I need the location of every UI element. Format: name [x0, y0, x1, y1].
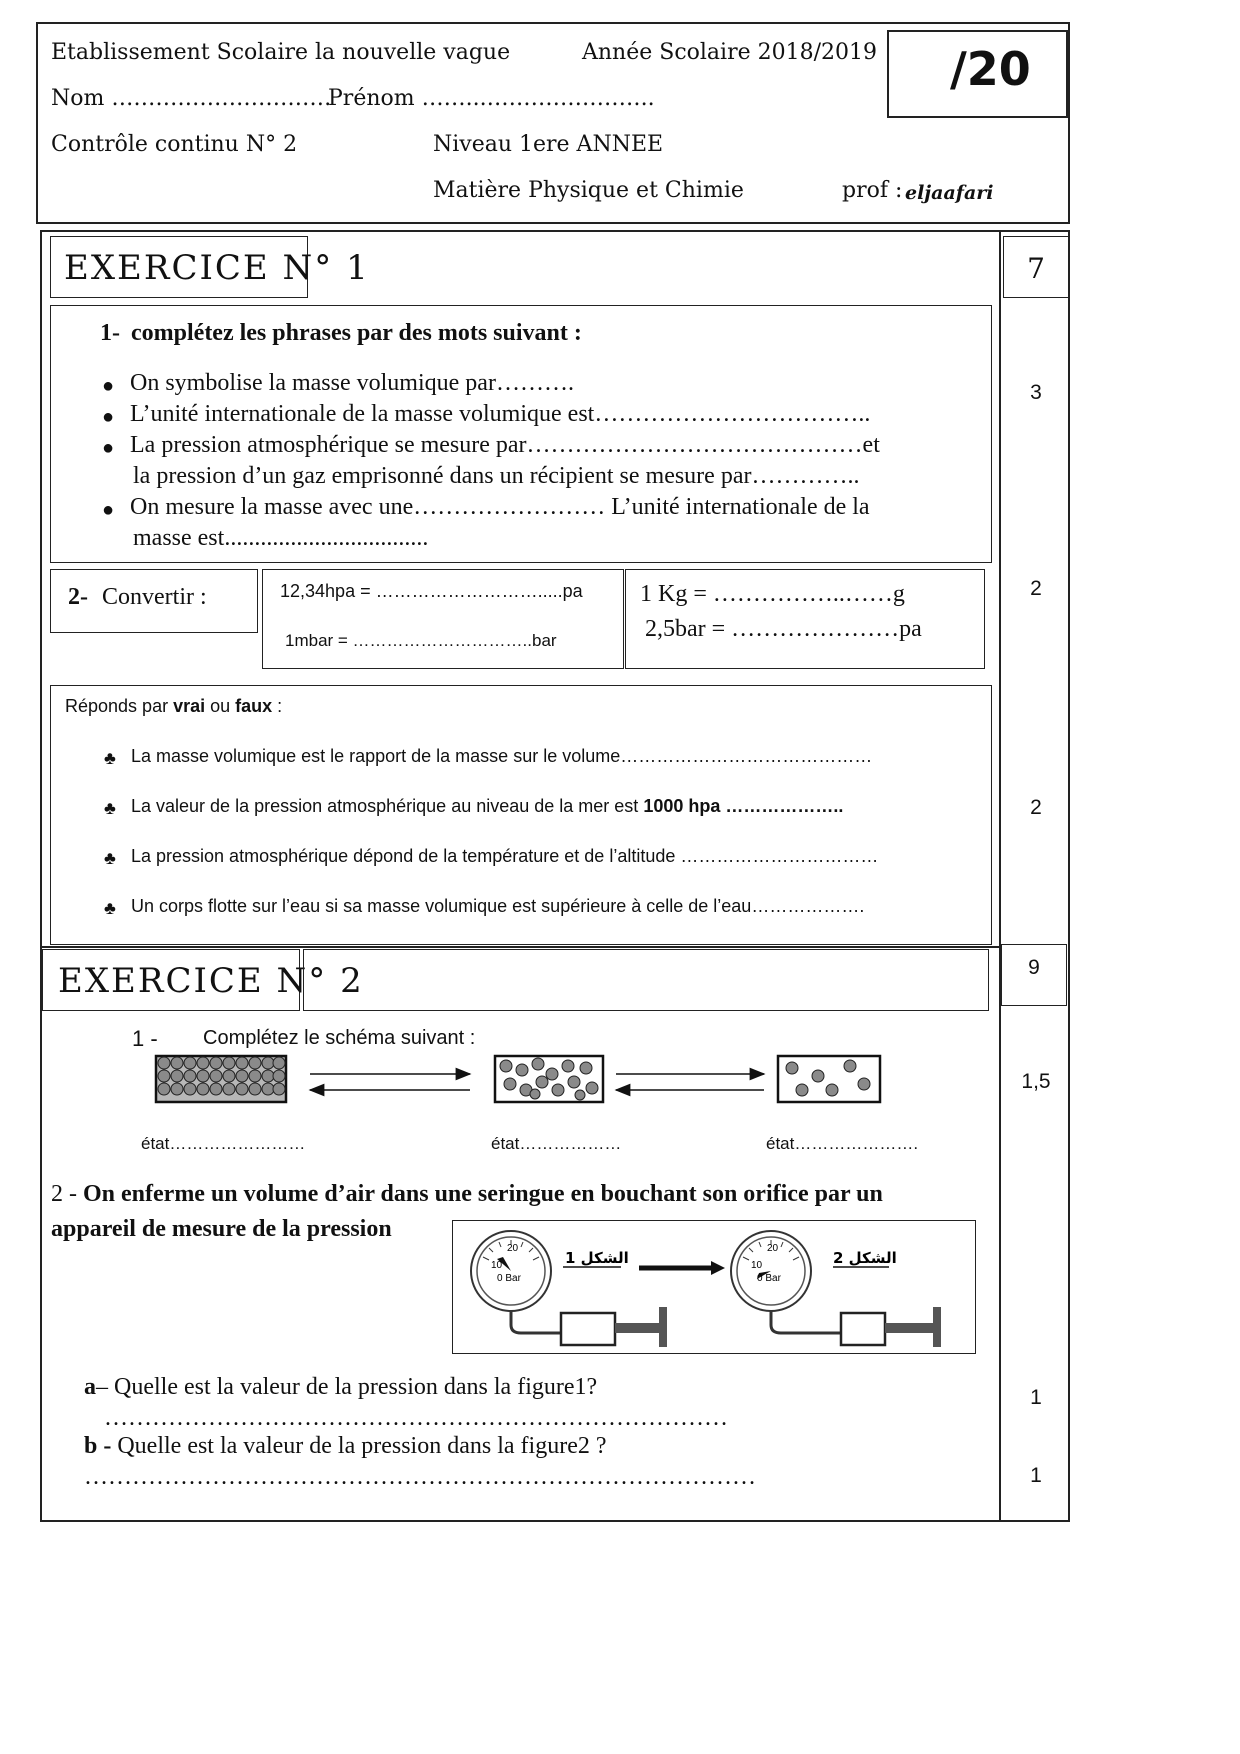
svg-text:0 Bar: 0 Bar [757, 1273, 781, 1284]
arrows-solid-liquid [310, 1074, 470, 1090]
club-icon: ♣ [104, 798, 116, 818]
solid-state-box [156, 1056, 286, 1102]
ex1-q2-label: Convertir : [102, 584, 207, 610]
bullet-icon: ● [102, 499, 115, 521]
ex1-q2-num: 2- [68, 584, 88, 610]
syringe-2 [841, 1307, 941, 1347]
convert-bar-pa: 2,5bar = …………………pa [645, 616, 922, 642]
ex1-q1-title: complétez les phrases par des mots suivant : [131, 320, 582, 346]
score-total: /20 [950, 42, 1031, 96]
svg-text:الشكل 1: الشكل 1 [565, 1249, 629, 1267]
syringe-1 [561, 1307, 667, 1347]
arrows-liquid-gas [616, 1074, 764, 1090]
etat-2: état……………… [491, 1134, 622, 1153]
bullet-icon: ● [102, 437, 115, 459]
vf-item-3: La pression atmosphérique dépond de la température et de l’altitude …………………………… [131, 846, 879, 866]
states-of-matter-schema [150, 1050, 890, 1110]
ex1-q2-points: 2 [1030, 577, 1042, 600]
ex1-title: EXERCICE N° 1 [64, 248, 370, 288]
etat-1: état…………………… [141, 1134, 306, 1153]
school-year: Année Scolaire 2018/2019 [582, 40, 878, 65]
ex2-separator [40, 946, 1000, 948]
ex2-points: 9 [1028, 956, 1040, 979]
convert-hpa-pa: 12,34hpa = ……………………….....pa [280, 581, 583, 601]
bullet-icon: ● [102, 375, 115, 397]
ex1-q3-intro: Réponds par vrai ou faux : [65, 696, 283, 716]
ex2-qb-answer-line: ………………………………………………………………………… [84, 1464, 756, 1490]
svg-text:الشكل 2: الشكل 2 [833, 1249, 897, 1267]
svg-text:20: 20 [507, 1243, 519, 1254]
ex2-q1-points: 1,5 [1021, 1070, 1051, 1093]
controle-label: Contrôle continu N° 2 [51, 132, 298, 157]
ex2-qb: b - Quelle est la valeur de la pression dans la figure2 ? [84, 1433, 607, 1459]
svg-text:10: 10 [491, 1260, 503, 1271]
points-column-divider [999, 230, 1001, 1522]
matiere-label: Matière Physique et Chimie [433, 178, 744, 203]
ex2-qb-points: 1 [1030, 1464, 1042, 1487]
prof-name: eljaafari [905, 182, 994, 204]
ex2-q2-text-line1: 2 - On enferme un volume d’air dans une seringue en bouchant son orifice par un [51, 1181, 883, 1207]
ex2-title: EXERCICE N° 2 [58, 961, 364, 1001]
club-icon: ♣ [104, 848, 116, 868]
svg-text:10: 10 [751, 1260, 763, 1271]
arrow-figure-transition [639, 1261, 725, 1275]
ex1-q1-line-5: On mesure la masse avec une…………………… L’unité internationale de la [130, 494, 870, 520]
vf-item-4: Un corps flotte sur l’eau si sa masse volumique est supérieure à celle de l’eau………………. [131, 896, 865, 916]
ex2-q1-num: 1 - [132, 1026, 158, 1051]
club-icon: ♣ [104, 898, 116, 918]
ex1-q1-num: 1- [100, 320, 120, 346]
ex1-q1-line-2: L’unité internationale de la masse volumique est…………………………….. [130, 401, 871, 427]
svg-text:20: 20 [767, 1243, 779, 1254]
vf-item-1: La masse volumique est le rapport de la masse sur le volume…………………………………… [131, 746, 873, 766]
gas-state-box [778, 1056, 880, 1102]
ex1-q1-line-3: La pression atmosphérique se mesure par……………………………………et [130, 432, 880, 458]
ex1-q1-line-4: la pression d’un gaz emprisonné dans un récipient se mesure par………….. [133, 463, 860, 489]
bullet-icon: ● [102, 406, 115, 428]
ex2-title-extension-box [303, 949, 989, 1011]
club-icon: ♣ [104, 748, 116, 768]
ex1-q1-line-1: On symbolise la masse volumique par………. [130, 370, 574, 396]
ex2-q1-label: Complétez le schéma suivant : [203, 1027, 476, 1049]
ex2-qa-answer-line: …………………………………………………………………… [104, 1405, 728, 1431]
nom-field: Nom ………………………… [51, 86, 332, 111]
school-name: Etablissement Scolaire la nouvelle vague [51, 40, 511, 65]
ex2-qa-points: 1 [1030, 1386, 1042, 1409]
syringe-gauge-figure [453, 1221, 975, 1353]
ex2-qa: a– Quelle est la valeur de la pression dans la figure1? [84, 1374, 598, 1400]
liquid-state-box [495, 1056, 603, 1102]
etat-3: état…………………. [766, 1134, 919, 1153]
ex1-q1-points: 3 [1030, 381, 1042, 404]
ex1-points: 7 [1027, 252, 1045, 285]
niveau-label: Niveau 1ere ANNEE [433, 132, 664, 157]
ex2-q2-text-line2: appareil de mesure de la pression [51, 1216, 392, 1242]
ex1-q3-points: 2 [1030, 796, 1042, 819]
ex1-q1-line-6: masse est.................................. [133, 525, 429, 551]
prof-label: prof : [842, 178, 903, 203]
convert-mbar-bar: 1mbar = …………………………..bar [285, 631, 557, 650]
vf-item-2: La valeur de la pression atmosphérique au niveau de la mer est 1000 hpa ……………….. [131, 796, 844, 816]
convert-kg-g: 1 Kg = ……………..……g [640, 581, 905, 607]
svg-text:0 Bar: 0 Bar [497, 1273, 521, 1284]
prenom-field: Prénom ……...………………….. [328, 86, 655, 111]
